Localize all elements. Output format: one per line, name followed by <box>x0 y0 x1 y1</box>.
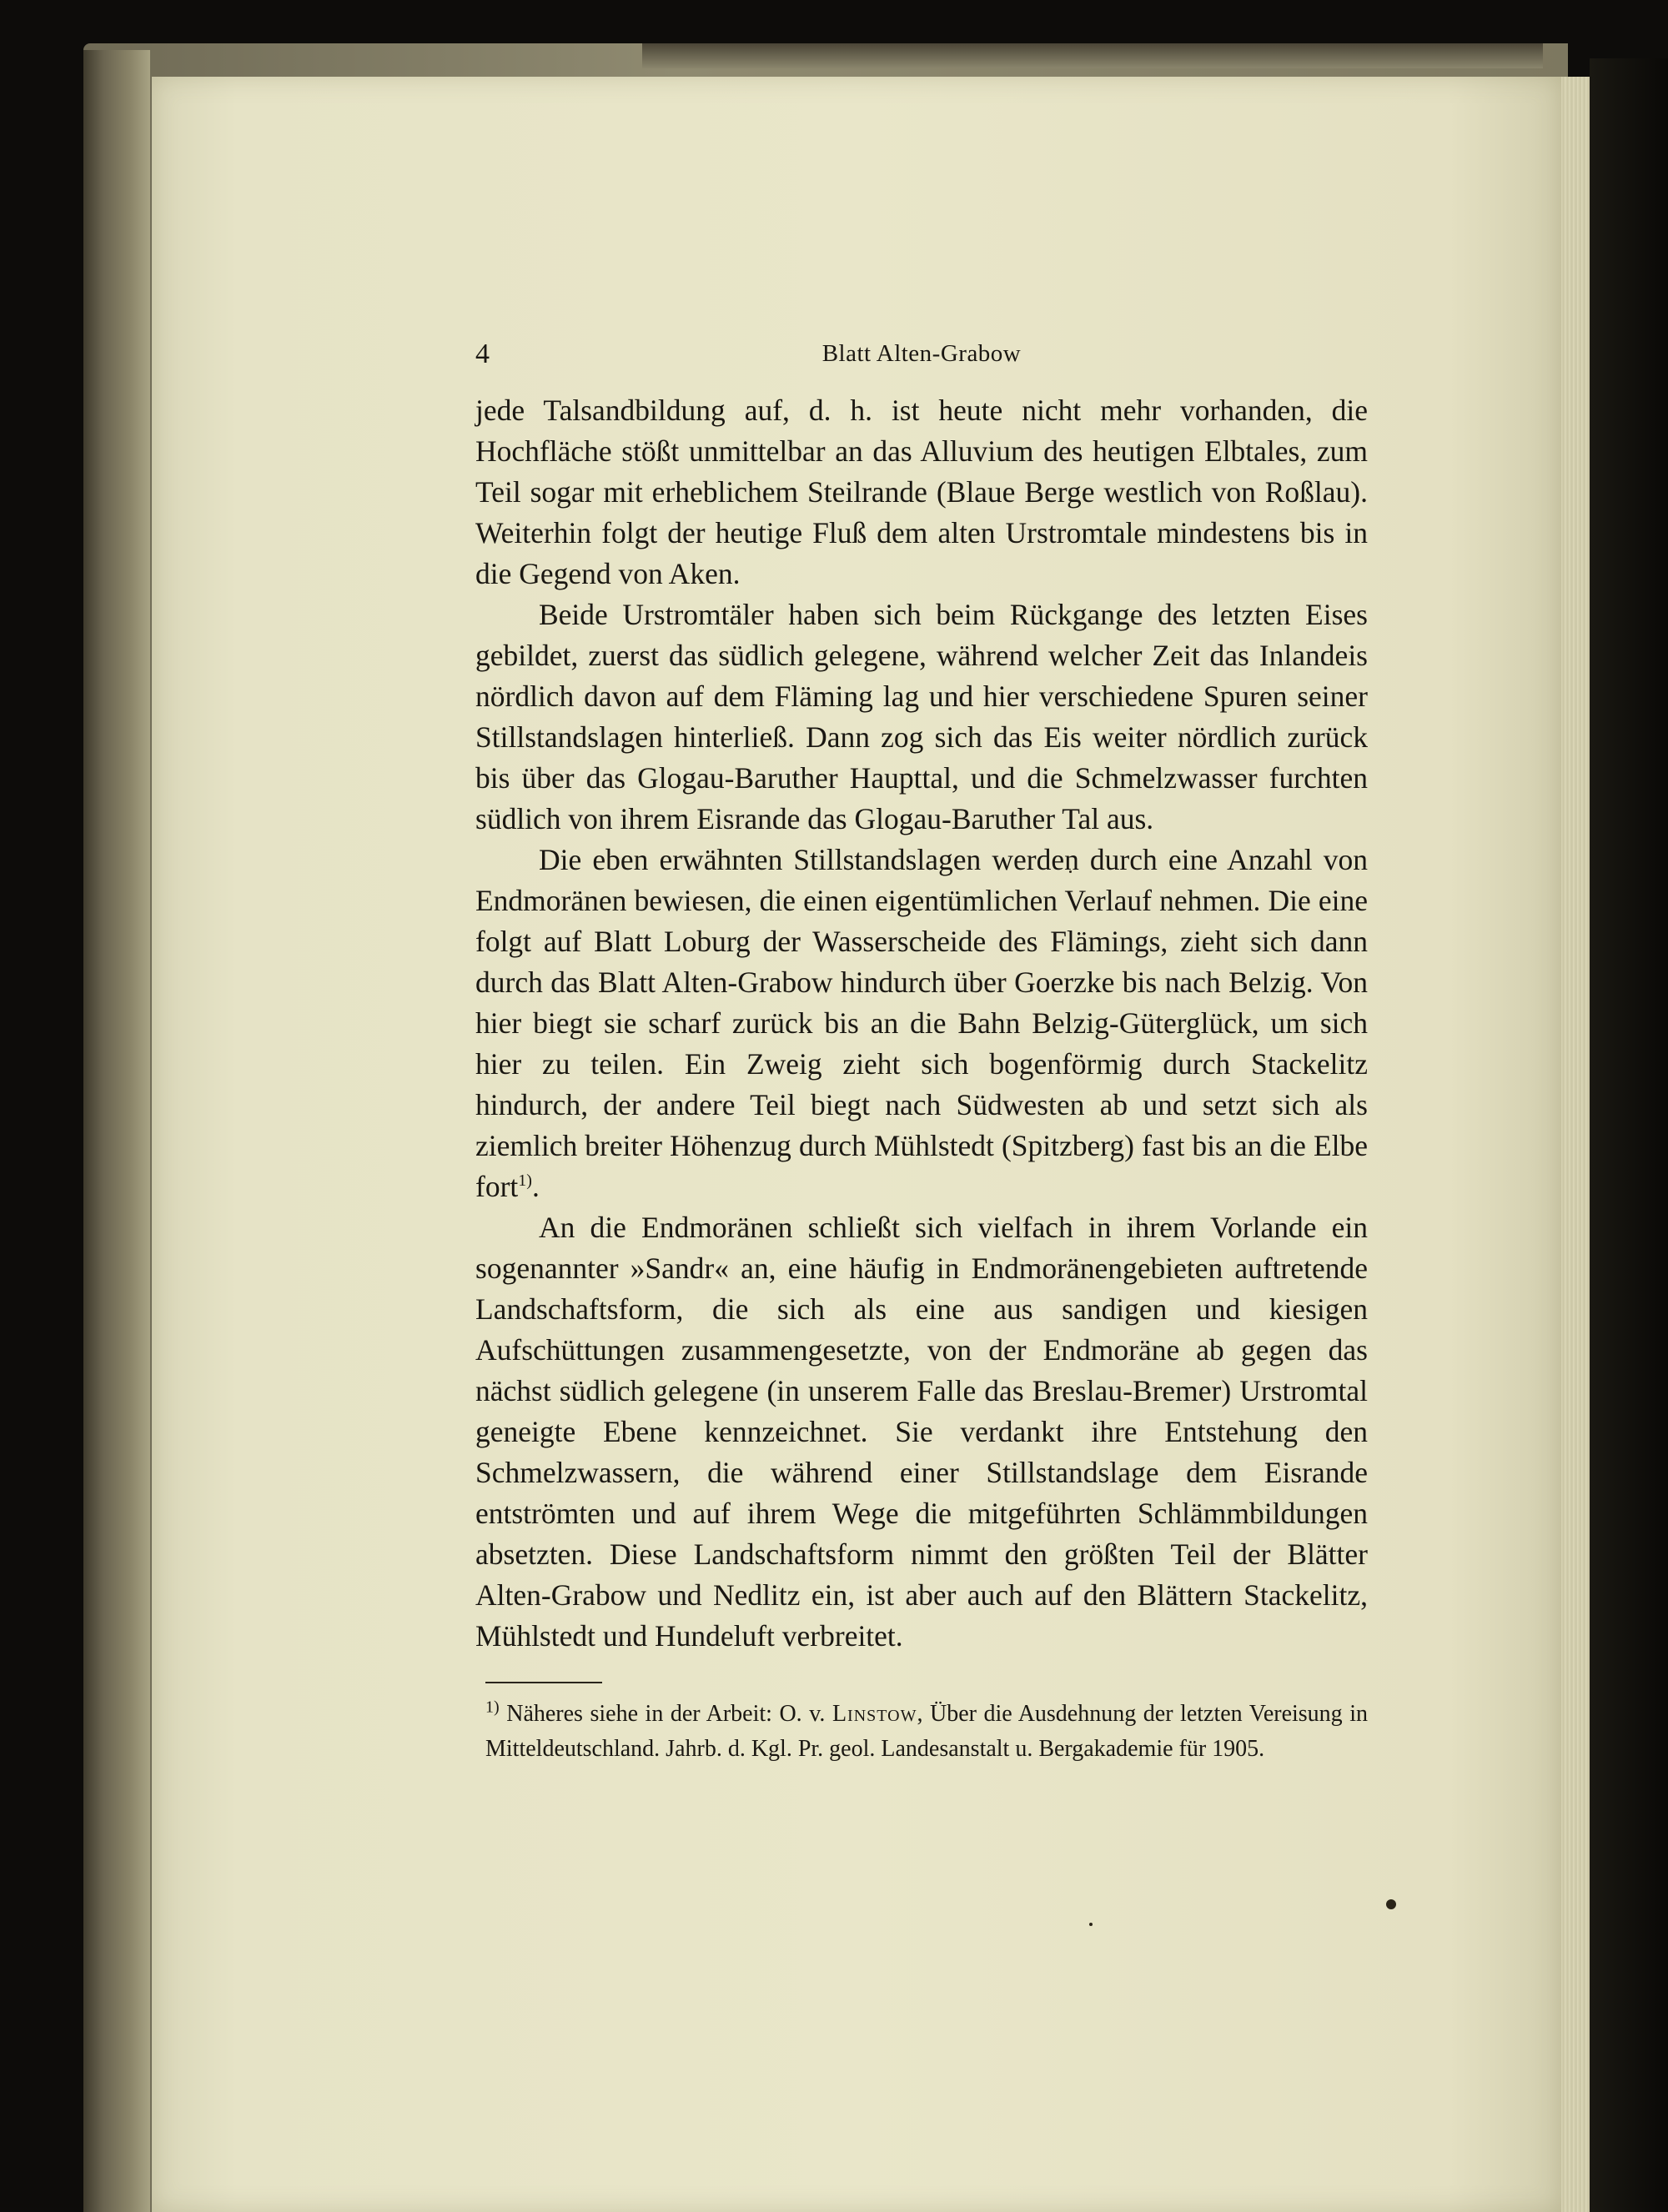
footnote-text-cont: , Über die Ausdehnung der letzten Vereisung in Mitteldeutschland. Jahrb. d. Kgl. Pr. geol. Landesanstalt u. Bergakademie für 1905. <box>485 1701 1368 1762</box>
book-top-edge <box>642 43 1543 68</box>
footnote-author: Linstow <box>831 1701 917 1727</box>
paragraph: jede Talsandbildung auf, d. h. ist heute nicht mehr vorhanden, die Hochfläche stößt unmittelbar an das Alluvium des heutigen Elbtales, zum Teil sogar mit erheblichem Steilrande (Blaue Berge westlich von Roßlau). Weiterhin folgt der heutige Fluß dem alten Urstromtale mindestens bis in die Gegend von Aken. <box>475 394 1368 590</box>
paragraph <box>475 840 1368 1207</box>
paper-speck <box>1386 1899 1396 1909</box>
page-stack-edge <box>1561 77 1590 2212</box>
page-number: 4 <box>475 339 490 369</box>
footnote-separator <box>485 1682 602 1683</box>
running-header <box>475 339 1368 380</box>
paragraph-text: Die eben erwähnten Stillstandslagen werden durch eine Anzahl von Endmoränen bewiesen, die einen eigentümlichen Verlauf nehmen. Die eine folgt auf Blatt Loburg der Wasserscheide des Flämings, zieht sich dann durch das Blatt Alten-Grabow hindurch über Goerzke bis nach Belzig. Von hier biegt sie scharf zurück bis an die Bahn Belzig-Güterglück, um sich hier zu teilen. Ein Zweig zieht sich bogenförmig durch Stackelitz hindurch, der andere Teil biegt nach Südwesten ab und setzt sich als ziemlich breiter Höhenzug durch Mühlstedt (Spitzberg) fast bis an die Elbe fort <box>475 843 1368 1203</box>
sentence-end: . <box>531 1170 540 1203</box>
page-text-block <box>475 339 1368 1767</box>
paper-speck <box>1089 1923 1093 1926</box>
paragraph: An die Endmoränen schließt sich vielfach in ihrem Vorlande ein sogenannter »Sandr« an, eine häufig in Endmoränengebieten auftretende Landschaftsform, die sich als eine aus sandigen und kiesigen Aufschüttungen zusammengesetzte, von der Endmoräne ab gegen das nächst südlich gelegene (in unserem Falle das Breslau-Bremer) Urstromtal geneigte Ebene kennzeichnet. Sie verdankt ihre Entstehung den Schmelzwassern, die während einer Stillstandslage dem Eisrande entströmten und auf ihrem Wege die mitgeführten Schlämmbildungen absetzten. Diese Landschaftsform nimmt den größten Teil der Blätter Alten-Grabow und Nedlitz ein, ist aber auch auf den Blättern Stackelitz, Mühlstedt und Hundeluft verbreitet. <box>475 1211 1368 1653</box>
running-title: Blatt Alten-Grabow <box>821 340 1022 367</box>
book-binding-edge <box>83 50 150 2212</box>
paragraph: Beide Urstromtäler haben sich beim Rückgange des letzten Eises gebildet, zuerst das südlich gelegene, während welcher Zeit das Inlandeis nördlich davon auf dem Fläming lag und hier verschiedene Spuren seiner Stillstandslagen hinterließ. Dann zog sich das Eis weiter nördlich zurück bis über das Glogau-Baruther Haupttal, und die Schmelzwasser furchten südlich von ihrem Eisrande das Glogau-Baruther Tal aus. <box>475 598 1368 835</box>
footnote <box>475 1697 1368 1767</box>
body-text <box>475 390 1368 1657</box>
footnote-reference[interactable]: 1) <box>518 1171 532 1191</box>
footnote-text: Näheres siehe in der Arbeit: O. v. <box>506 1701 826 1727</box>
footnote-mark: 1) <box>485 1698 500 1717</box>
book-gutter-shadow <box>1590 58 1668 2212</box>
